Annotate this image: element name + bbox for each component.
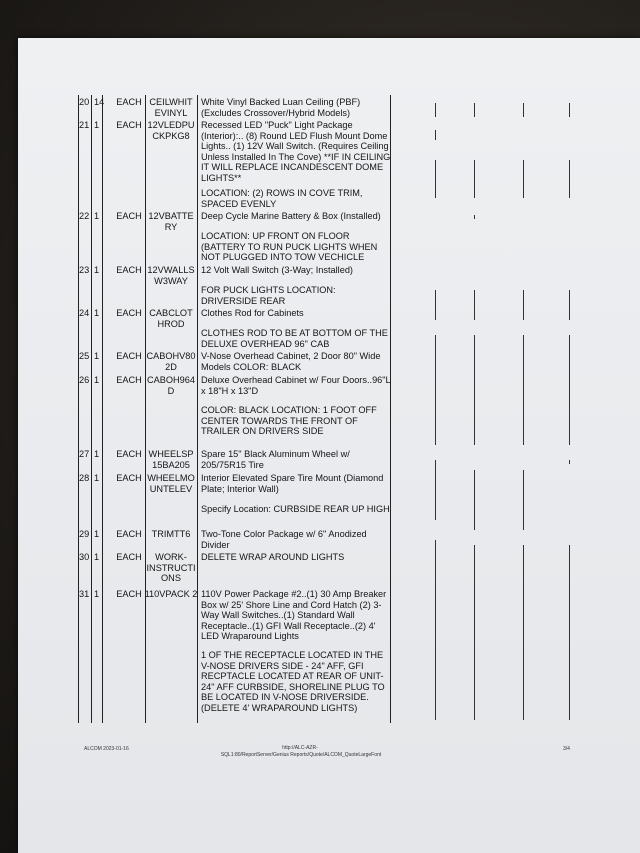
column-mark: [474, 103, 475, 117]
quantity: 1: [94, 211, 100, 221]
unit: EACH: [116, 265, 142, 275]
column-mark: [523, 103, 524, 117]
item-description: 110V Power Package #2..(1) 30 Amp Breaker Box w/ 25' Shore Line and Cord Hatch (2) 3-Way Wall Switches..(1) Standard Wall Receptacle..(1) GFI Wall Receptacle..(2) 4' LED Wraparound Lights: [201, 589, 387, 642]
line-number: 21: [79, 120, 90, 130]
item-code: 12VBATTE RY: [148, 211, 194, 232]
item-code: WHEELMO UNTELEV: [147, 473, 195, 494]
item-code: CABCLOT HROD: [149, 308, 193, 329]
line-number: 28: [79, 473, 90, 483]
column-mark: [569, 545, 570, 720]
item-code: 110VPACK 2: [144, 589, 198, 599]
column-mark: [523, 470, 524, 530]
item-note: COLOR: BLACK LOCATION: 1 FOOT OFF CENTER TOWARDS THE FRONT OF TRAILER ON DRIVERS SIDE: [201, 405, 377, 437]
quantity: 1: [94, 529, 100, 539]
item-code: WHEELSP 15BA205: [148, 449, 194, 470]
item-code: CABOH964 D: [146, 375, 195, 396]
footer-url-line-2: SQL1:80/ReportServer/Genius Reports/Quote/ALCOM_QuoteLargeFont: [220, 752, 382, 758]
table-rule: [91, 95, 92, 723]
unit: EACH: [116, 308, 142, 318]
column-mark: [435, 130, 436, 140]
item-description: V-Nose Overhead Cabinet, 2 Door 80" Wide Models COLOR: BLACK: [201, 351, 381, 372]
column-mark: [474, 290, 475, 320]
column-mark: [569, 290, 570, 320]
item-code: WORK-INSTRUCTI ONS: [146, 552, 196, 584]
unit: EACH: [116, 211, 142, 221]
table-rule: [145, 95, 146, 723]
footer-left: ALCOM 2023-01-16: [84, 746, 129, 752]
quantity: 1: [94, 449, 100, 459]
column-mark: [474, 470, 475, 530]
line-number: 24: [79, 308, 90, 318]
item-description: DELETE WRAP AROUND LIGHTS: [201, 552, 345, 562]
column-mark: [474, 215, 475, 219]
item-note: 1 OF THE RECEPTACLE LOCATED IN THE V-NOSE DRIVERS SIDE - 24" AFF, GFI RECPTACLE LOCATED AT REAR OF UNIT-24" AFF CURBSIDE, SHORELINE PLUG TO BE LOCATED IN V-NOSE DRIVERSIDE. (DELETE 4' WRAPAROUND LIGHTS): [201, 650, 385, 713]
unit: EACH: [116, 552, 142, 562]
line-number: 22: [79, 211, 90, 221]
column-mark: [474, 335, 475, 445]
item-description: 12 Volt Wall Switch (3-Way; Installed): [201, 265, 353, 275]
quantity: 1: [94, 351, 100, 361]
column-mark: [523, 335, 524, 445]
item-description: Two-Tone Color Package w/ 6" Anodized Divider: [201, 529, 367, 550]
quantity: 1: [94, 308, 100, 318]
table-rule: [102, 95, 103, 723]
item-code: 12VLEDPU CKPKG8: [147, 120, 195, 141]
item-code: TRIMTT6: [151, 529, 191, 539]
column-mark: [435, 540, 436, 720]
column-mark: [435, 160, 436, 198]
column-mark: [474, 160, 475, 198]
column-mark: [474, 545, 475, 720]
line-number: 25: [79, 351, 90, 361]
line-number: 20: [79, 97, 90, 107]
quantity: 1: [94, 120, 100, 130]
unit: EACH: [116, 473, 142, 483]
item-code: CABOHV80 2D: [146, 351, 196, 372]
unit: EACH: [116, 589, 142, 599]
item-note: Specify Location: CURBSIDE REAR UP HIGH: [201, 504, 390, 514]
line-number: 27: [79, 449, 90, 459]
column-mark: [523, 290, 524, 320]
unit: EACH: [116, 351, 142, 361]
item-note: CLOTHES ROD TO BE AT BOTTOM OF THE DELUXE OVERHEAD 96" CAB: [201, 328, 388, 349]
item-note: LOCATION: (2) ROWS IN COVE TRIM, SPACED EVENLY: [201, 188, 363, 209]
quantity: 14: [94, 97, 105, 107]
item-description: White Vinyl Backed Luan Ceiling (PBF) (Excludes Crossover/Hybrid Models): [201, 97, 361, 118]
item-description: Clothes Rod for Cabinets: [201, 308, 304, 318]
column-mark: [569, 103, 570, 117]
table-rule: [78, 95, 79, 723]
unit: EACH: [116, 97, 142, 107]
item-description: Deep Cycle Marine Battery & Box (Installed): [201, 211, 381, 221]
column-mark: [435, 460, 436, 520]
item-code: CEILWHIT EVINYL: [149, 97, 193, 118]
column-mark: [435, 335, 436, 445]
item-description: Recessed LED "Puck" Light Package (Interior):.. (8) Round LED Flush Mount Dome Lights.. (1) 12V Wall Switch. (Requires Ceiling Unless Installed In The Cove) **IF IN CEILING IT WILL REPLACE INCANDESCENT DOME LIGHTS**: [201, 120, 391, 183]
item-description: Spare 15" Black Aluminum Wheel w/ 205/75R15 Tire: [201, 449, 350, 470]
quantity: 1: [94, 375, 100, 385]
column-mark: [435, 103, 436, 117]
line-number: 23: [79, 265, 90, 275]
line-number: 31: [79, 589, 90, 599]
line-number: 29: [79, 529, 90, 539]
item-code: 12VWALLS W3WAY: [147, 265, 195, 286]
footer-url-line-1: http://ALC-AZR-: [282, 745, 318, 751]
line-number: 30: [79, 552, 90, 562]
quantity: 1: [94, 589, 100, 599]
item-description: Deluxe Overhead Cabinet w/ Four Doors..96"L x 18"H x 13"D: [201, 375, 391, 396]
column-mark: [569, 160, 570, 198]
unit: EACH: [116, 120, 142, 130]
unit: EACH: [116, 529, 142, 539]
column-mark: [569, 335, 570, 445]
unit: EACH: [116, 375, 142, 385]
item-description: Interior Elevated Spare Tire Mount (Diamond Plate; Interior Wall): [201, 473, 384, 494]
column-mark: [523, 160, 524, 198]
quantity: 1: [94, 265, 100, 275]
column-mark: [569, 460, 570, 464]
item-note: FOR PUCK LIGHTS LOCATION: DRIVERSIDE REAR: [201, 285, 336, 306]
line-number: 26: [79, 375, 90, 385]
table-rule: [197, 95, 198, 723]
column-mark: [523, 545, 524, 720]
quantity: 1: [94, 552, 100, 562]
item-note: LOCATION: UP FRONT ON FLOOR (BATTERY TO RUN PUCK LIGHTS WHEN NOT PLUGGED INTO TOW VECHICLE: [201, 231, 378, 263]
column-mark: [435, 290, 436, 320]
unit: EACH: [116, 449, 142, 459]
quantity: 1: [94, 473, 100, 483]
page-number: 3/4: [563, 746, 570, 752]
